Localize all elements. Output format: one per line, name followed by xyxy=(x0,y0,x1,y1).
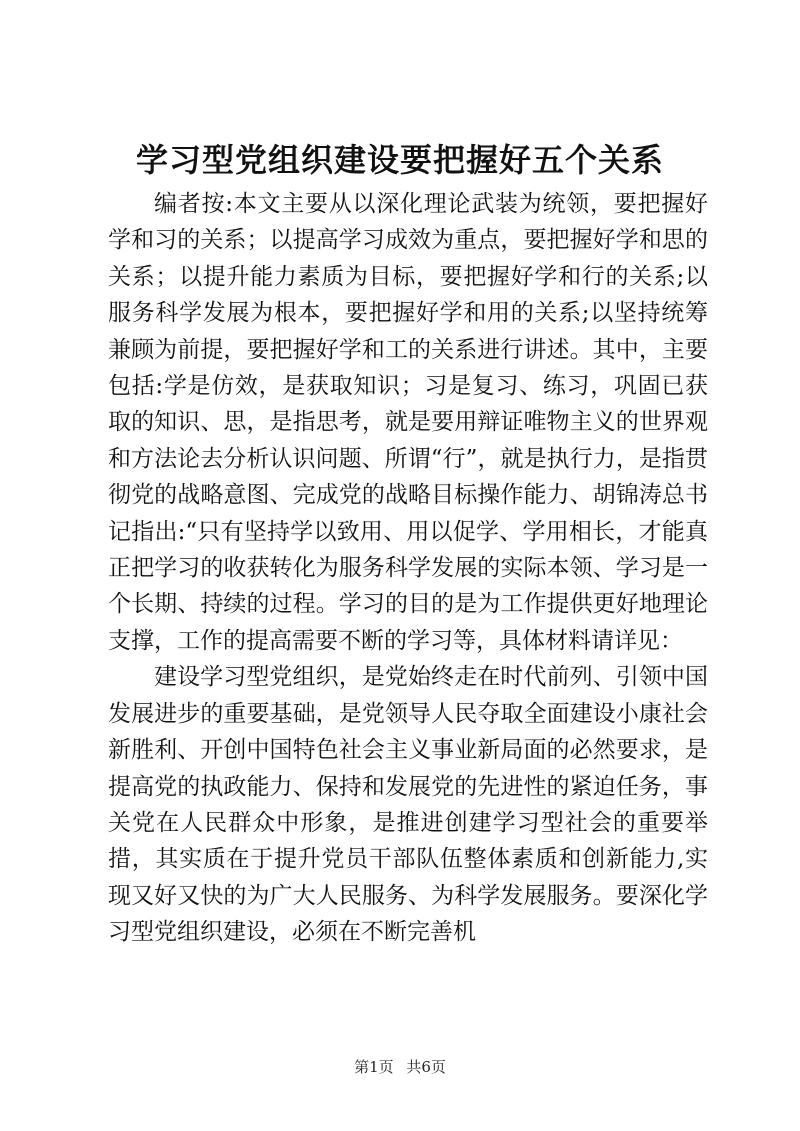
page-footer xyxy=(0,1057,800,1077)
editor-note-paragraph: 编者按:本文主要从以深化理论武装为统领，要把握好学和习的关系；以提高学习成效为重点，要把握好学和思的关系；以提升能力素质为目标，要把握好学和行的关系;以服务科学发展为根本，要把握好学和用的关系;以坚持统筹兼顾为前提，要把握好学和工的关系进行讲述。其中，主要包括:学是仿效，是获取知识；习是复习、练习，巩固已获取的知识、思，是指思考，就是要用辩证唯物主义的世界观和方法论去分析认识问题、所谓“行”，就是执行力，是指贯彻党的战略意图、完成党的战略目标操作能力、胡锦涛总书记指出:“只有坚持学以致用、用以促学、学用相长，才能真正把学习的收获转化为服务科学发展的实际本领、学习是一个长期、持续的过程。学习的目的是为工作提供更好地理论支撑，工作的提高需要不断的学习等，具体材料请详见： xyxy=(108,191,708,654)
document-title: 学习型党组织建设要把握好五个关系 xyxy=(135,141,664,179)
body-paragraph: 建设学习型党组织，是党始终走在时代前列、引领中国发展进步的重要基础，是党领导人民夺取全面建设小康社会新胜利、开创中国特色社会主义事业新局面的必然要求，是提高党的执政能力、保持和发展党的先进性的紧迫任务，事关党在人民群众中形象，是推进创建学习型社会的重要举措，其实质在于提升党员干部队伍整体素质和创新能力,实现又好又快的为广大人民服务、为科学发展服务。要深化学习型党组织建设，必须在不断完善机 xyxy=(108,664,708,946)
document-body xyxy=(108,186,708,951)
page-number: 第1页 xyxy=(354,1058,394,1076)
page-total: 共6页 xyxy=(406,1058,446,1076)
